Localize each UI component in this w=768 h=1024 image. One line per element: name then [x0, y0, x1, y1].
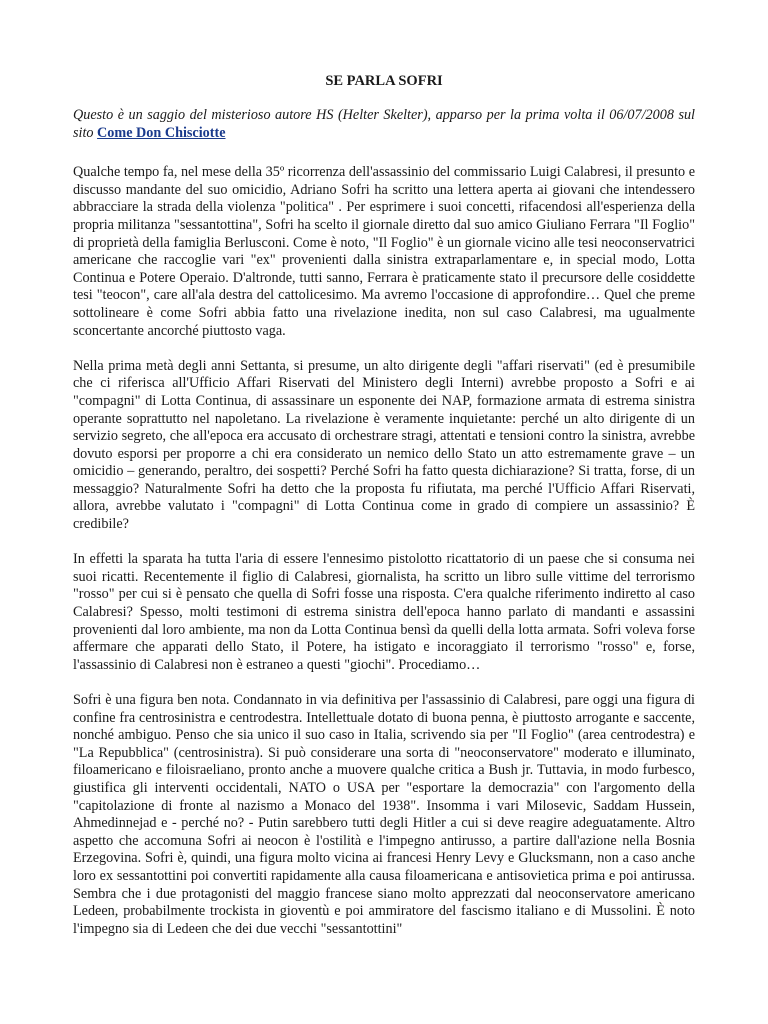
paragraph-4: Sofri è una figura ben nota. Condannato in via definitiva per l'assassinio di Calabresi, pare oggi una figura di confine fra centrosinistra e centrodestra. Intellettuale dotato di buona penna, è piuttosto arrogante e saccente, nonché ambiguo. Penso che sia unico il suo caso in Italia, scrivendo sia per "Il Foglio" (area centrodestra) e "La Repubblica" (centrosinistra). Si può considerare una sorta di "neoconservatore" moderato e illuminato, filoamericano e filoisraeliano, pronto anche a muovere qualche critica a Bush jr. Tuttavia, in modo furbesco, giustifica gli interventi occidentali, NATO o USA per "esportare la democrazia" con l'argomento della "capitolazione di fronte al nazismo a Monaco del 1938". Insomma i vari Milosevic, Saddam Hussein, Ahmedinnejad e - perché no? - Putin sarebbero tutti degli Hitler a cui si deve reagire adeguatamente. Altro aspetto che accomuna Sofri ai neocon è l'ostilità e l'impegno antirusso, a partire dall'azione nella Bosnia Erzegovina. Sofri è, quindi, una figura molto vicina ai francesi Henry Levy e Glucksmann, non a caso anche loro ex sessantottini poi convertiti rapidamente alla causa filoamericana e antisovietica prima e poi antirussa. Sembra che i due protagonisti del maggio francese siano molto apprezzati dal neoconservatore americano Ledeen, probabilmente trockista in gioventù e poi ammiratore del fascismo italiano e di Mussolini. È noto l'impegno sia di Ledeen che dei due vecchi "sessantottini" — [73, 692, 695, 937]
document-title: SE PARLA SOFRI — [325, 73, 443, 89]
document-page — [73, 72, 695, 956]
intro-note — [73, 107, 695, 142]
paragraph-2: Nella prima metà degli anni Settanta, si presume, un alto dirigente degli "affari riservati" (ed è presumibile che ci riferisca all'Ufficio Affari Riservati del Ministero degli Interni) avrebbe proposto a Sofri e ai "compagni" di Lotta Continua, di assassinare un esponente dei NAP, formazione armata di estrema sinistra operante soprattutto nel napoletano. La rivelazione è veramente inquietante: perché un alto dirigente di un servizio segreto, che all'epoca era accusato di orchestrare stragi, attentati e tensioni contro la sinistra, avrebbe dovuto esporsi per proporre a chi era considerato un nemico dello Stato un atto estremamente grave – un omicidio – generando, peraltro, dei sospetti? Perché Sofri ha fatto questa dichiarazione? Si tratta, forse, di un messaggio? Naturalmente Sofri ha detto che la proposta fu rifiutata, ma perché l'Ufficio Affari Riservati, allora, avrebbe valutato i "compagni" di Lotta Continua come in grado di compiere un assassinio? È credibile? — [73, 357, 695, 533]
paragraph-1: Qualche tempo fa, nel mese della 35º ricorrenza dell'assassinio del commissario Luigi Calabresi, il presunto e discusso mandante del suo omicidio, Adriano Sofri ha scritto una lettera aperta ai giovani che intendessero abbracciare la strada della violenza "politica" . Per esprimere i suoi concetti, rifacendosi all'esperienza della propria militanza "sessantottina", Sofri ha scelto il giornale diretto dal suo amico Giuliano Ferrara "Il Foglio" di proprietà della famiglia Berlusconi. Come è noto, "Il Foglio" è un giornale vicino alle tesi neoconservatrici americane che raccoglie vari "ex" provenienti dalla sinistra extraparlamentare e, in special modo, Lotta Continua e Potere Operaio. D'altronde, tutti sanno, Ferrara è praticamente stato il precursore delle cosiddette tesi "teocon", care all'ala destra del cattolicesimo. Ma avremo l'occasione di approfondire… Quel che preme sottolineare è come Sofri abbia fatto una rivelazione inedita, non sul caso Calabresi, ma ugualmente sconcertante ancorché piuttosto vaga. — [73, 164, 695, 339]
paragraph-3: In effetti la sparata ha tutta l'aria di essere l'ennesimo pistolotto ricattatorio di un paese che si consuma nei suoi ricatti. Recentemente il figlio di Calabresi, giornalista, ha scritto un libro sulle vittime del terrorismo "rosso" per cui si è pensato che quella di Sofri fosse una risposta. C'era qualche riferimento indiretto al caso Calabresi? Spesso, molti testimoni di estrema sinistra dell'epoca hanno parlato di mandanti e assassini provenienti dal loro ambiente, ma non da Lotta Continua bensì da quelli della lotta armata. Sofri voleva forse affermare che apparati dello Stato, il Potere, ha istigato e incoraggiato il terrorismo "rosso" e, forse, l'assassinio di Calabresi non è estraneo a questi "giochi". Procediamo… — [73, 551, 695, 673]
intro-text: Questo è un saggio del misterioso autore HS (Helter Skelter), apparso per la prima volta il 06/07/2008 sul sito — [73, 107, 695, 141]
source-link[interactable]: Come Don Chisciotte — [97, 124, 226, 141]
